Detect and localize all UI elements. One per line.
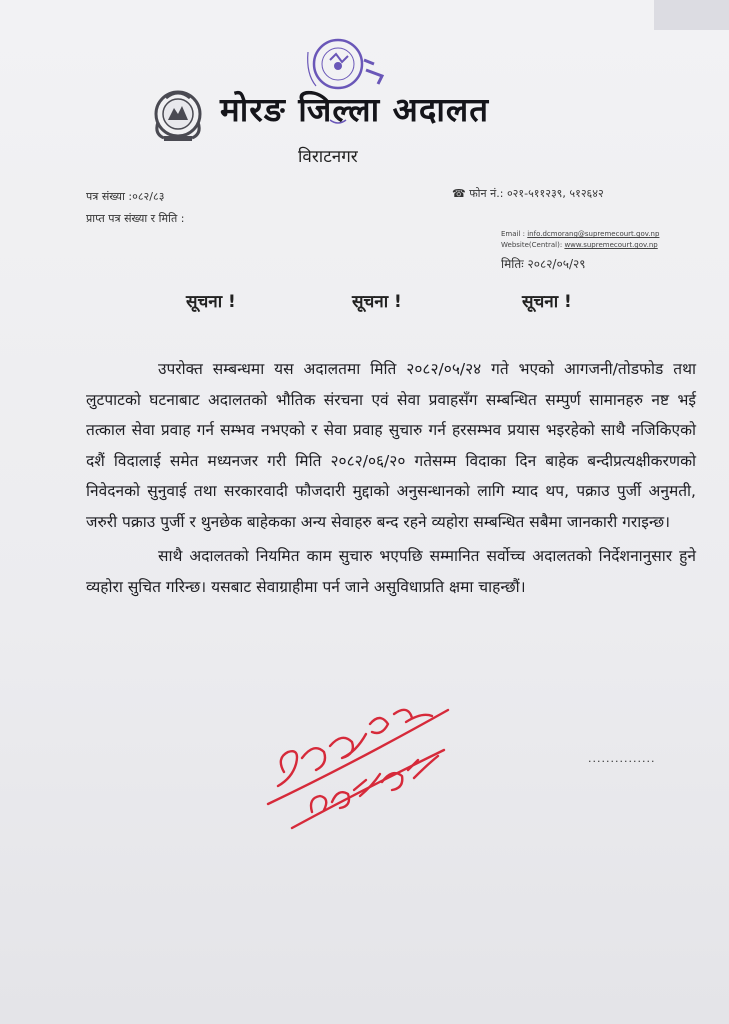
- notice-body: [86, 354, 696, 602]
- received-reference: प्राप्त पत्र संख्या र मिति :: [86, 212, 185, 225]
- phone-line: [452, 186, 604, 201]
- reference-block: [86, 186, 184, 230]
- city-name: विराटनगर: [298, 147, 358, 167]
- letter-number: पत्र संख्या :०८२/८३: [86, 190, 165, 203]
- phone-numbers: फोन नं.: ०२१-५११२३९, ५१२६४२: [469, 187, 604, 200]
- phone-icon: ☎: [452, 187, 466, 200]
- signature-dotted-line: ...............: [588, 752, 656, 765]
- body-paragraph-2: साथै अदालतको नियमित काम सुचारु भएपछि सम्मानित सर्वोच्च अदालतको निर्देशनानुसार हुने व्यहोरा सुचित गरिन्छ। यसबाट सेवाग्राहीमा पर्न जाने असुविधाप्रति क्षमा चाहन्छौं।: [86, 547, 696, 596]
- notice-heading-3: सूचना !: [522, 292, 572, 312]
- court-name-heading: मोरङ जिल्ला अदालत: [220, 90, 490, 129]
- email-link[interactable]: info.dcmorang@supremecourt.gov.np: [527, 230, 660, 238]
- contact-block: [501, 229, 659, 251]
- issue-date: मितिः २०८२/०५/२९: [501, 257, 586, 271]
- notice-heading-1: सूचना !: [186, 292, 236, 312]
- body-paragraph-1: उपरोक्त सम्बन्धमा यस अदालतमा मिति २०८२/०५/२४ गते भएको आगजनी/तोडफोड तथा लुटपाटको घटनाबाट अदालतको भौतिक संरचना एवं सेवा प्रवाहसँग सम्बन्धित सम्पुर्ण सामानहरु नष्ट भई तत्काल सेवा प्रवाह गर्न सम्भव नभएको र सेवा प्रवाह सुचारु गर्न हरसम्भव प्रयास भइरहेको साथै नजिकिएको दशैं विदालाई समेत मध्यनजर गरी मिति २०८२/०६/२० गतेसम्म विदाका दिन बाहेक बन्दीप्रत्यक्षीकरणको निवेदनको सुनुवाई तथा सरकारवादी फौजदारी मुद्दाको अनुसन्धानको लागि म्याद थप, पक्राउ पुर्जी अनुमती, जरुरी पक्राउ पुर्जी र थुनछेक बाहेकका अन्य सेवाहरु बन्द रहने व्यहोरा सम्बन्धित सबैमा जानकारी गराइन्छ।: [86, 360, 696, 531]
- court-emblem-icon: [146, 86, 210, 146]
- website-link[interactable]: www.supremecourt.gov.np: [564, 241, 658, 249]
- website-label: Website(Central):: [501, 241, 565, 249]
- notice-heading-2: सूचना !: [352, 292, 402, 312]
- email-line: [501, 229, 659, 240]
- email-label: Email :: [501, 230, 528, 238]
- handwritten-signature: [262, 694, 452, 834]
- background-object: [654, 0, 729, 30]
- website-line: [501, 240, 659, 251]
